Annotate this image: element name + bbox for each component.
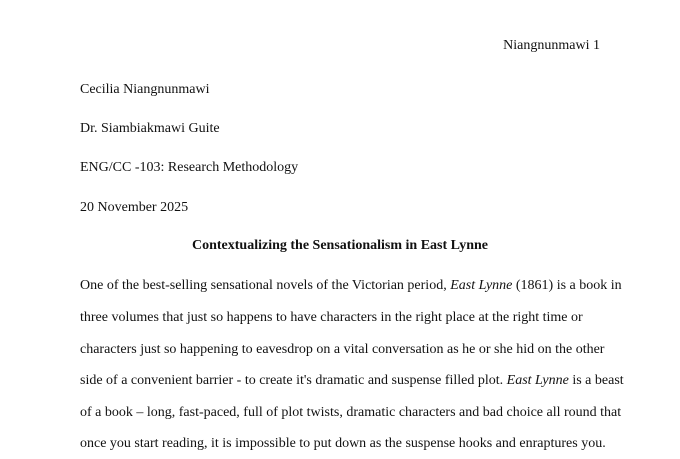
- paragraph-line: once you start reading, it is impossible to put down as the suspense hooks and enraptures you.: [80, 436, 606, 451]
- paragraph-line: characters just so happening to eavesdrop on a vital conversation as he or she hid on the other: [80, 342, 605, 357]
- book-title-italic: East Lynne: [450, 278, 513, 293]
- paper-date: 20 November 2025: [80, 200, 189, 215]
- running-head: Niangnunmawi 1: [503, 38, 600, 53]
- instructor-name: Dr. Siambiakmawi Guite: [80, 121, 220, 136]
- paper-title: Contextualizing the Sensationalism in East Lynne: [192, 238, 488, 253]
- paragraph-line: side of a convenient barrier - to create it's dramatic and suspense filled plot. East Lynne is a beast: [80, 373, 624, 388]
- paragraph-line: three volumes that just so happens to have characters in the right place at the right time or: [80, 310, 583, 325]
- paragraph-line: of a book – long, fast-paced, full of plot twists, dramatic characters and bad choice all round that: [80, 405, 622, 420]
- book-title-italic: East Lynne: [506, 373, 569, 388]
- paragraph-line: One of the best-selling sensational novels of the Victorian period, East Lynne (1861) is a book in: [80, 278, 622, 293]
- student-name: Cecilia Niangnunmawi: [80, 82, 210, 97]
- course-name: ENG/CC -103: Research Methodology: [80, 160, 299, 175]
